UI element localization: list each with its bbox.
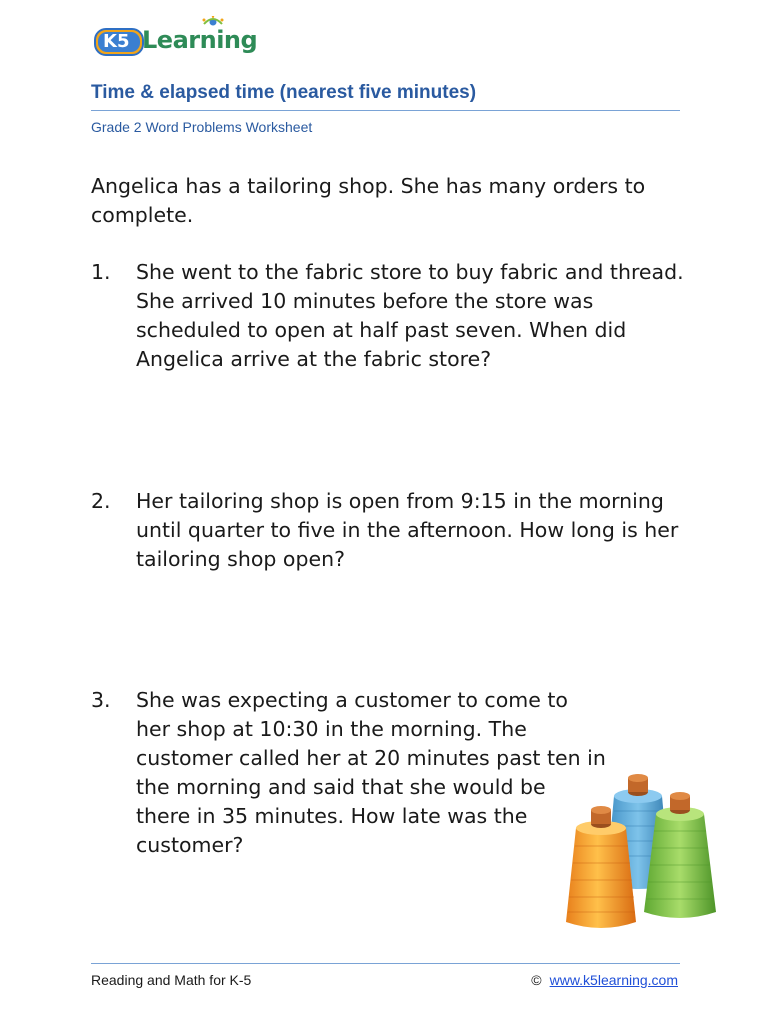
intro-paragraph: Angelica has a tailoring shop. She has many orders to complete. (91, 174, 646, 227)
logo-badge-text: K5 (103, 31, 130, 52)
problem-text: Her tailoring shop is open from 9:15 in the morning until quarter to five in the afternoon. How long is her tailoring shop open? (136, 489, 679, 571)
problem-text: She went to the fabric store to buy fabric and thread. She arrived 10 minutes before the store was scheduled to open at half past seven. When did Angelica arrive at the fabric store? (136, 260, 684, 371)
k5-badge-icon (94, 28, 144, 56)
problem-number: 3. (91, 688, 111, 712)
problem-text: She was expecting a customer to come to her shop at 10:30 in the morning. The customer called her at 20 minutes past ten in the morning and said that she would be there in 35 minutes. How late was the customer? (136, 688, 606, 857)
k5learning-link[interactable]: www.k5learning.com (549, 972, 678, 988)
person-figure-icon (198, 16, 228, 34)
k5-learning-logo (94, 16, 258, 58)
header-divider (91, 110, 680, 111)
copyright-symbol: © (531, 972, 542, 988)
footer-divider (91, 963, 680, 964)
logo-wordmark: Learning (142, 26, 258, 54)
footer-tagline: Reading and Math for K-5 (91, 972, 252, 988)
worksheet-title: Time & elapsed time (nearest five minutes) (91, 82, 477, 103)
thread-spools-icon (556, 766, 726, 936)
problem-number: 2. (91, 489, 111, 513)
worksheet-subtitle: Grade 2 Word Problems Worksheet (91, 119, 313, 135)
problem-number: 1. (91, 260, 111, 284)
footer-copyright (531, 971, 678, 989)
